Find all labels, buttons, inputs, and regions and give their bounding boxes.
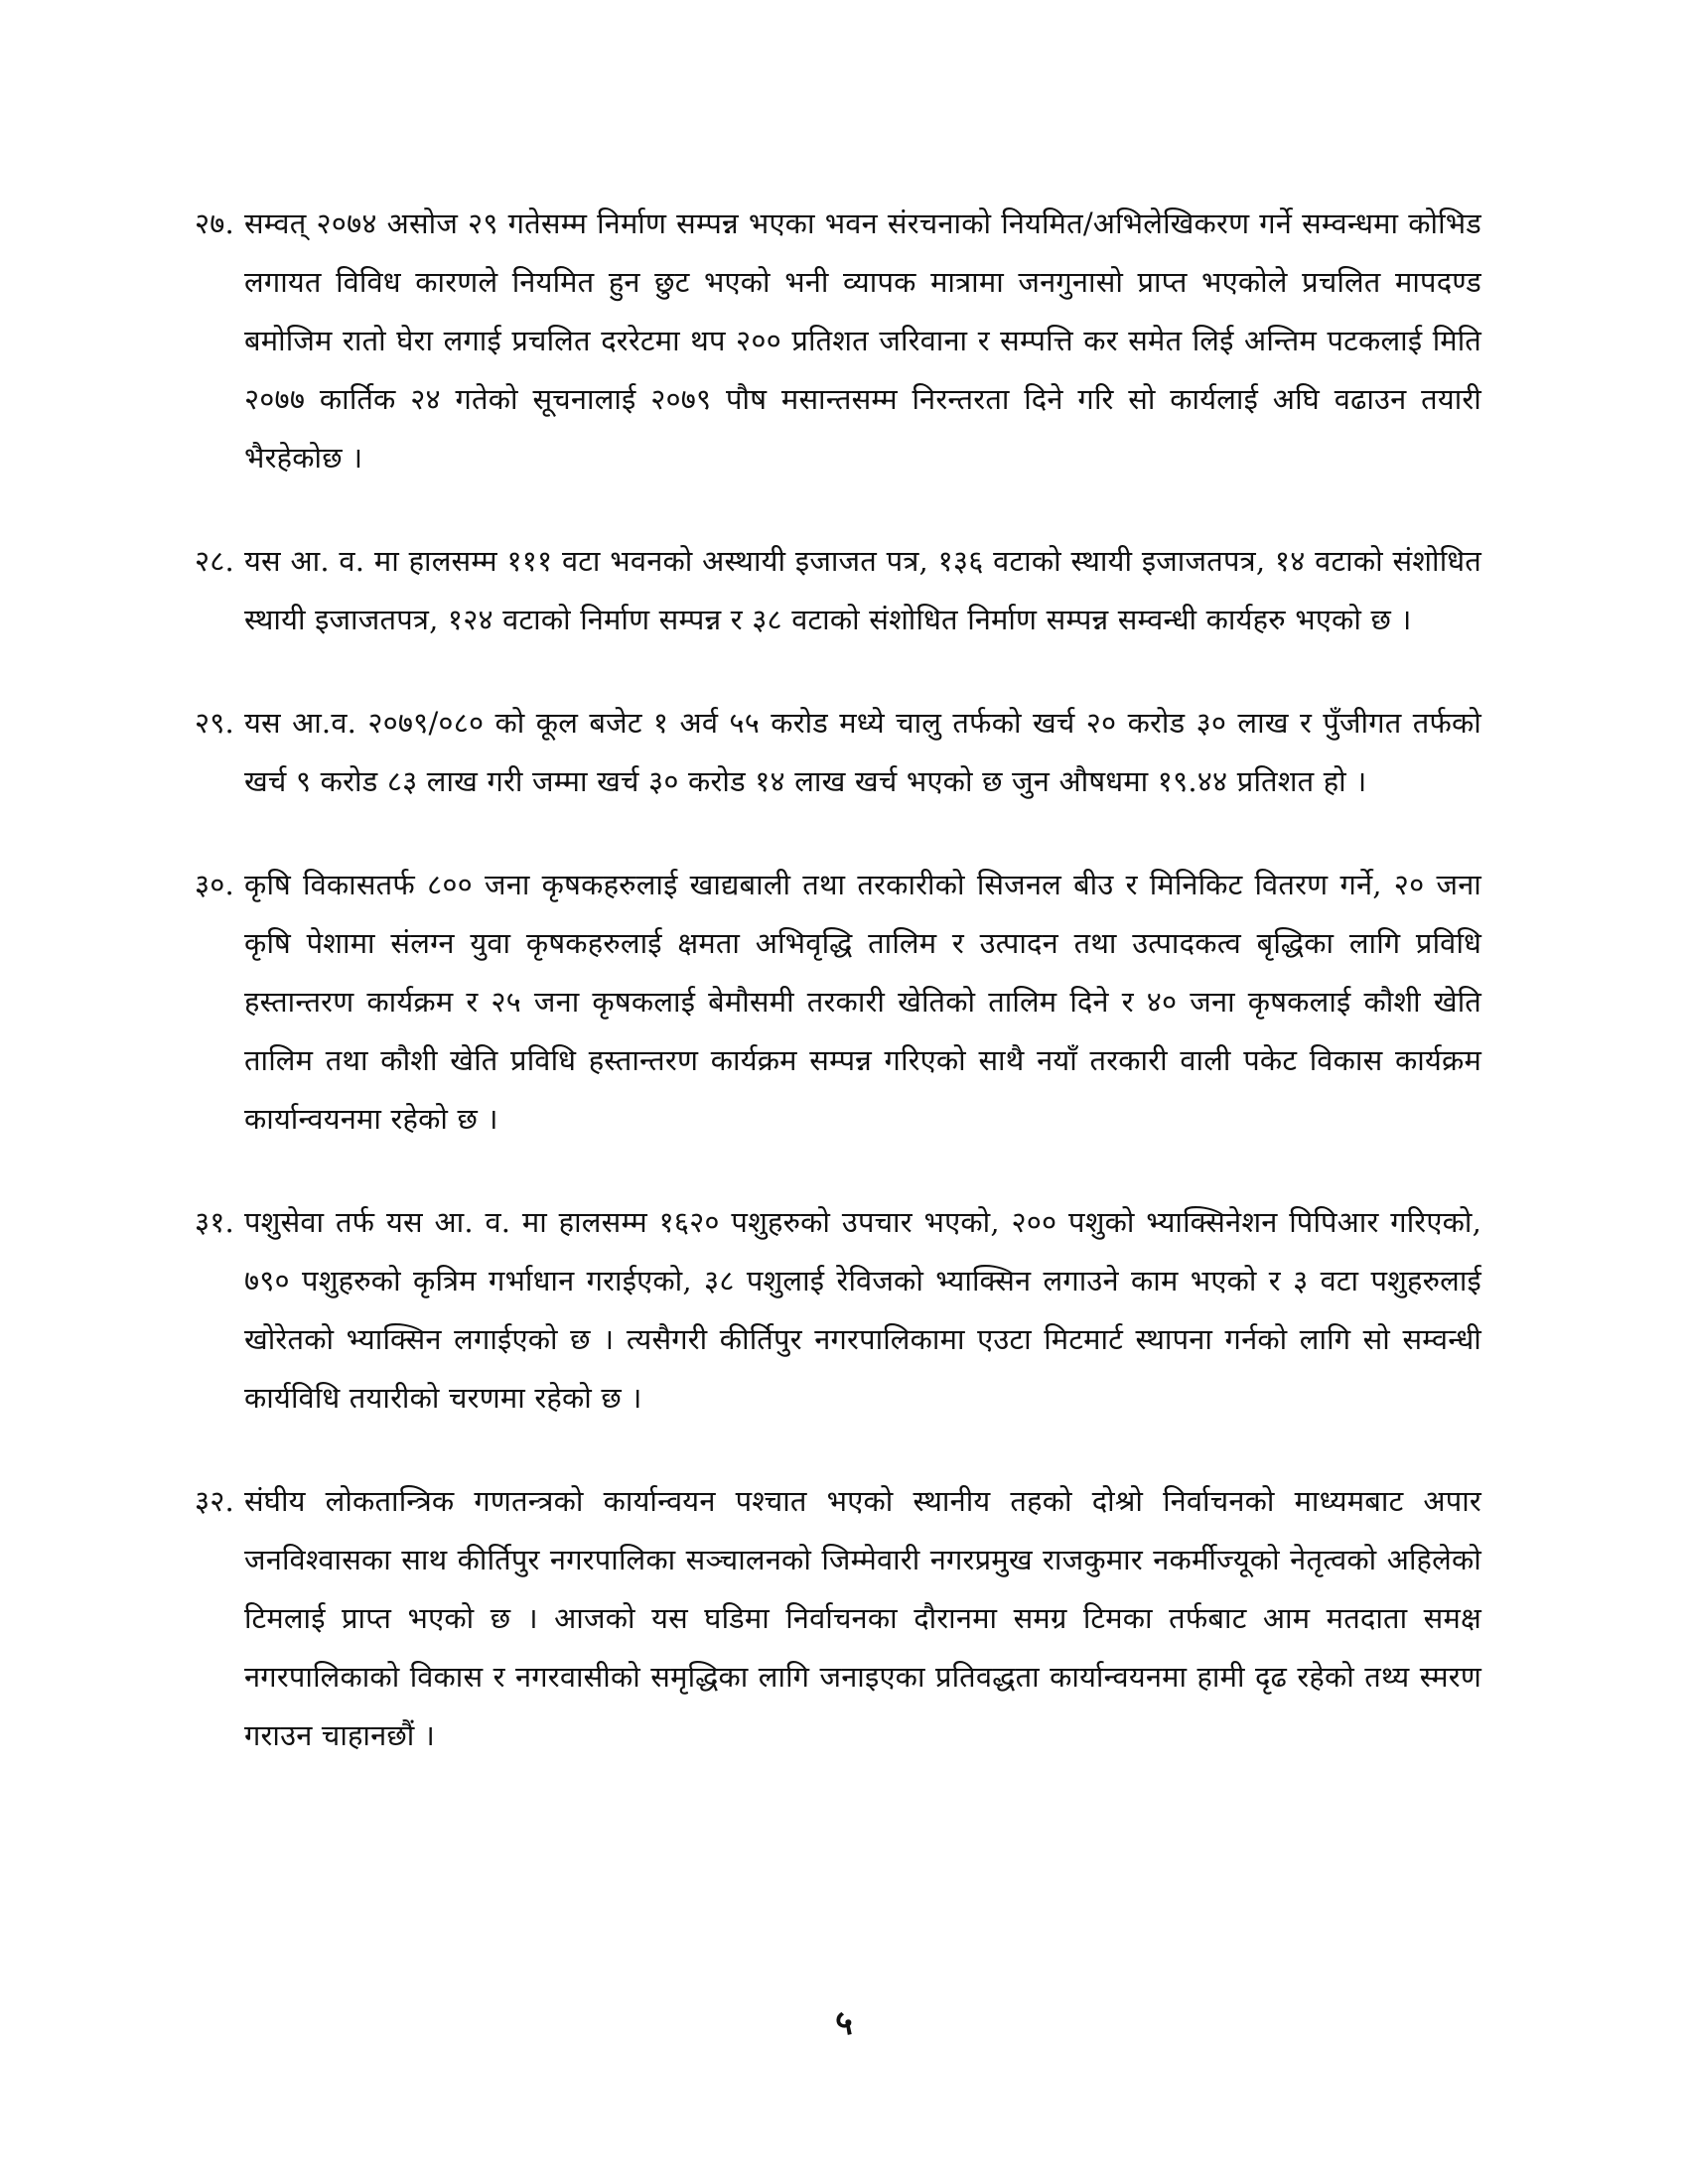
item-text: कृषि विकासतर्फ ८०० जना कृषकहरुलाई खाद्यबाली तथा तरकारीको सिजनल बीउ र मिनिकिट वितरण गर्ने, २० जना कृषि पेशामा संलग्न युवा कृषकहरुलाई क्षमता अभिवृद्धि तालिम र उत्पादन तथा उत्पादकत्व बृद्धिका लागि प्रविधि हस्तान्तरण कार्यक्रम र २५ जना कृषकलाई बेमौसमी तरकारी खेतिको तालिम दिने र ४० जना कृषकलाई कौशी खेति तालिम तथा कौशी खेति प्रविधि हस्तान्तरण कार्यक्रम सम्पन्न गरिएको साथै नयाँ तरकारी वाली पकेट विकास कार्यक्रम कार्यान्वयनमा रहेको छ । (244, 868, 1481, 1136)
item-number: ३१. (195, 1205, 234, 1239)
list-item-31 (195, 1193, 1481, 1428)
item-text: सम्वत् २०७४ असोज २९ गतेसम्म निर्माण सम्पन्न भएका भवन संरचनाको नियमित/अभिलेखिकरण गर्ने सम्वन्धमा कोभिड लगायत विविध कारणले नियमित हुन छुट भएको भनी व्यापक मात्रामा जनगुनासो प्राप्त भएकोले प्रचलित मापदण्ड बमोजिम रातो घेरा लगाई प्रचलित दररेटमा थप २०० प्रतिशत जरिवाना र सम्पत्ति कर समेत लिई अन्तिम पटकलाई मिति २०७७ कार्तिक २४ गतेको सूचनालाई २०७९ पौष मसान्तसम्म निरन्तरता दिने गरि सो कार्यलाई अघि वढाउन तयारी भैरहेकोछ । (244, 206, 1481, 475)
item-text: संघीय लोकतान्त्रिक गणतन्त्रको कार्यान्वयन पश्चात भएको स्थानीय तहको दोश्रो निर्वाचनको माध्यमबाट अपार जनविश्वासका साथ कीर्तिपुर नगरपालिका सञ्चालनको जिम्मेवारी नगरप्रमुख राजकुमार नकर्मीज्यूको नेतृत्वको अहिलेको टिमलाई प्राप्त भएको छ । आजको यस घडिमा निर्वाचनका दौरानमा समग्र टिमका तर्फबाट आम मतदाता समक्ष नगरपालिकाको विकास र नगरवासीको समृद्धिका लागि जनाइएका प्रतिवद्धता कार्यान्वयनमा हामी दृढ रहेको तथ्य स्मरण गराउन चाहानछौं । (244, 1484, 1481, 1752)
page-number: ५ (835, 2003, 853, 2043)
list-item-28 (195, 532, 1481, 649)
list-item-27 (195, 195, 1481, 487)
item-text: पशुसेवा तर्फ यस आ. व. मा हालसम्म १६२० पशुहरुको उपचार भएको, २०० पशुको भ्याक्सिनेशन पिपिआर गरिएको, ७९० पशुहरुको कृत्रिम गर्भाधान गराईएको, ३८ पशुलाई रेविजको भ्याक्सिन लगाउने काम भएको र ३ वटा पशुहरुलाई खोरेतको भ्याक्सिन लगाईएको छ । त्यसैगरी कीर्तिपुर नगरपालिकामा एउटा मिटमार्ट स्थापना गर्नको लागि सो सम्वन्धी कार्यविधि तयारीको चरणमा रहेको छ । (244, 1205, 1481, 1415)
item-text: यस आ.व. २०७९/०८० को कूल बजेट १ अर्व ५५ करोड मध्ये चालु तर्फको खर्च २० करोड ३० लाख र पुँजीगत तर्फको खर्च ९ करोड ८३ लाख गरी जम्मा खर्च ३० करोड १४ लाख खर्च भएको छ जुन औषधमा १९.४४ प्रतिशत हो । (244, 706, 1481, 798)
list-item-29 (195, 694, 1481, 811)
numbered-list (195, 195, 1481, 1810)
item-text: यस आ. व. मा हालसम्म १११ वटा भवनको अस्थायी इजाजत पत्र, १३६ वटाको स्थायी इजाजतपत्र, १४ वटाको संशोधित स्थायी इजाजतपत्र, १२४ वटाको निर्माण सम्पन्न र ३८ वटाको संशोधित निर्माण सम्पन्न सम्वन्धी कार्यहरु भएको छ । (244, 544, 1481, 636)
list-item-30 (195, 856, 1481, 1149)
item-number: २७. (195, 206, 234, 240)
list-item-32 (195, 1472, 1481, 1765)
item-number: २९. (195, 706, 234, 740)
item-number: ३२. (195, 1484, 234, 1518)
item-number: ३०. (195, 868, 234, 901)
item-number: २८. (195, 544, 234, 578)
